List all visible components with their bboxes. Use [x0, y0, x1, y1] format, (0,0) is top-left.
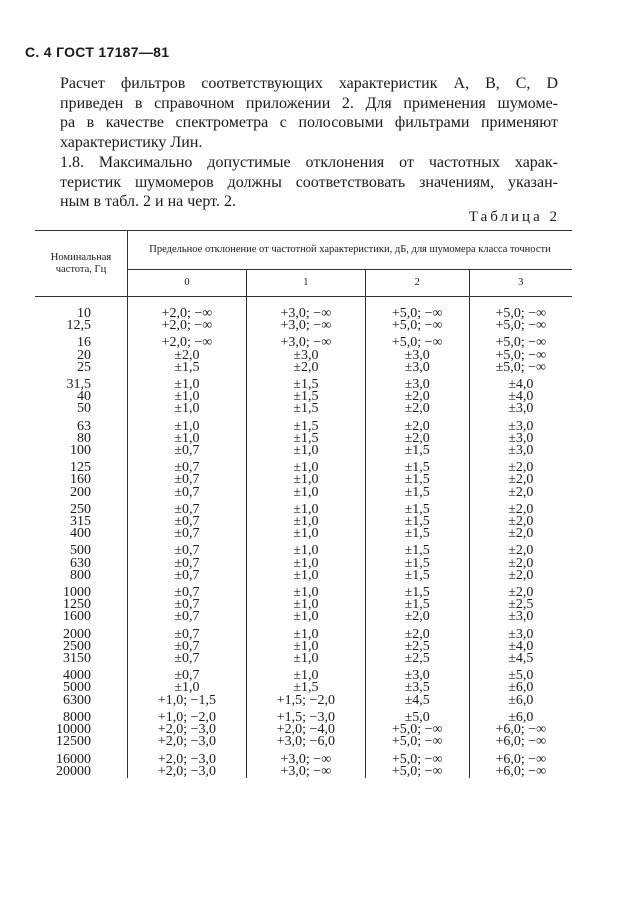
deviation-cell-class-3: ±6,0: [508, 680, 534, 696]
paragraph-filters: [60, 74, 558, 152]
deviation-cell-class-1: ±1,0: [246, 462, 365, 474]
deviation-cell-class-3: +6,0; −∞: [495, 751, 547, 767]
deviation-cell-class-3: ±4,0: [508, 638, 534, 654]
deviation-cell-class-0: ±1,0: [128, 379, 247, 391]
deviation-cell-class-1: ±1,5: [246, 379, 365, 391]
deviation-cell-class-1: ±1,5: [246, 391, 365, 403]
table-row: [35, 487, 572, 499]
table-row: [35, 570, 572, 582]
frequency-cell: 4000: [35, 670, 128, 682]
deviation-cell-class-0: ±0,7: [128, 653, 247, 665]
frequency-cell: 400: [35, 528, 128, 540]
table-row: [35, 653, 572, 665]
deviation-cell-class-1: ±1,0: [246, 611, 365, 623]
table-row: [35, 528, 572, 540]
frequency-cell: 12500: [35, 736, 128, 748]
column-header-class-1: 1: [246, 270, 365, 297]
table-row: [35, 320, 572, 332]
deviation-cell-class-3: ±2,0: [508, 460, 534, 476]
frequency-cell: 800: [35, 570, 128, 582]
frequency-cell: 31,5: [35, 379, 128, 391]
deviation-cell-class-1: ±1,0: [246, 670, 365, 682]
frequency-cell: 1250: [35, 599, 128, 611]
deviation-cell-class-1: +3,0; −∞: [246, 337, 365, 349]
deviation-cell-class-2: +5,0; −∞: [365, 736, 469, 748]
frequency-cell: 1600: [35, 611, 128, 623]
deviation-cell-class-2: ±1,5: [365, 570, 469, 582]
deviation-cell-class-2: ±2,0: [365, 391, 469, 403]
frequency-cell: 6300: [35, 695, 128, 707]
frequency-cell: 125: [35, 462, 128, 474]
deviation-cell-class-2: ±2,0: [365, 403, 469, 415]
deviation-cell-class-0: +2,0; −∞: [128, 308, 247, 320]
deviation-cell-class-0: ±1,0: [128, 391, 247, 403]
deviation-cell-class-3: ±4,0: [508, 377, 534, 393]
deviation-cell-class-3: ±3,0: [508, 418, 534, 434]
deviation-cell-class-1: ±1,5: [246, 421, 365, 433]
deviation-cell-class-3: ±3,0: [508, 626, 534, 642]
deviation-cell-class-1: +1,5; −3,0: [246, 712, 365, 724]
paragraph-deviations: [60, 153, 558, 212]
deviation-cell-class-0: ±0,7: [128, 462, 247, 474]
frequency-cell: 40: [35, 391, 128, 403]
deviation-cell-class-2: ±2,0: [365, 611, 469, 623]
deviation-cell-class-0: ±0,7: [128, 545, 247, 557]
frequency-cell: 630: [35, 558, 128, 570]
deviation-cell-class-3: +6,0; −∞: [495, 722, 547, 738]
deviation-cell-class-3: ±2,0: [508, 514, 534, 530]
deviation-cell-class-3: ±2,0: [508, 501, 534, 517]
frequency-cell: 63: [35, 421, 128, 433]
deviation-cell-class-3: +5,0; −∞: [495, 318, 547, 334]
deviation-cell-class-1: +1,5; −2,0: [246, 695, 365, 707]
table-caption: Таблица 2: [468, 209, 560, 225]
table-row: [35, 611, 572, 623]
deviation-cell-class-1: ±1,0: [246, 528, 365, 540]
table-row: [35, 403, 572, 415]
deviation-cell-class-1: ±1,0: [246, 504, 365, 516]
deviation-cell-class-2: ±1,5: [365, 528, 469, 540]
frequency-cell: 8000: [35, 712, 128, 724]
paragraph-line: 1.8. Максимально допустимые отклонения от частотных харак-: [60, 154, 558, 171]
paragraph-line: теристик шумомеров должны соответствовать значениям, указан-: [60, 173, 558, 191]
deviation-cell-class-0: ±0,7: [128, 629, 247, 641]
deviation-cell-class-0: ±0,7: [128, 558, 247, 570]
deviation-cell-class-3: ±6,0: [508, 709, 534, 725]
deviation-cell-class-0: +2,0; −3,0: [128, 766, 247, 778]
deviation-cell-class-3: ±2,5: [508, 597, 534, 613]
frequency-cell: 2500: [35, 641, 128, 653]
deviation-cell-class-0: ±0,7: [128, 474, 247, 486]
deviation-cell-class-2: ±1,5: [365, 599, 469, 611]
deviation-cell-class-3: ±2,0: [508, 484, 534, 500]
deviation-cell-class-2: +5,0; −∞: [365, 320, 469, 332]
deviation-cell-class-0: +2,0; −3,0: [128, 736, 247, 748]
deviation-cell-class-1: +3,0; −∞: [246, 754, 365, 766]
deviation-cell-class-0: ±0,7: [128, 487, 247, 499]
table-row: [35, 736, 572, 748]
deviation-cell-class-3: ±3,0: [508, 609, 534, 625]
deviation-cell-class-3: ±2,0: [508, 543, 534, 559]
deviation-cell-class-0: ±0,7: [128, 641, 247, 653]
deviation-cell-class-3: ±4,0: [508, 389, 534, 405]
frequency-cell: 25: [35, 362, 128, 374]
deviation-cell-class-1: ±1,5: [246, 433, 365, 445]
deviation-cell-class-0: ±0,7: [128, 611, 247, 623]
deviation-cell-class-2: ±3,0: [365, 362, 469, 374]
frequency-cell: 10000: [35, 724, 128, 736]
deviation-cell-class-0: +1,0; −2,0: [128, 712, 247, 724]
deviation-cell-class-3: ±3,0: [508, 443, 534, 459]
deviation-cell-class-3: ±6,0: [508, 692, 534, 708]
deviation-cell-class-0: ±0,7: [128, 528, 247, 540]
deviation-cell-class-1: ±1,0: [246, 570, 365, 582]
deviation-cell-class-1: ±1,0: [246, 487, 365, 499]
frequency-cell: 20000: [35, 766, 128, 778]
deviation-cell-class-2: ±1,5: [365, 504, 469, 516]
column-header-class-2: 2: [365, 270, 469, 297]
frequency-cell: 160: [35, 474, 128, 486]
deviation-cell-class-0: ±0,7: [128, 599, 247, 611]
deviation-cell-class-2: ±3,0: [365, 350, 469, 362]
frequency-cell: 200: [35, 487, 128, 499]
frequency-cell: 80: [35, 433, 128, 445]
deviation-cell-class-0: +2,0; −3,0: [128, 724, 247, 736]
frequency-cell: 12,5: [35, 320, 128, 332]
frequency-cell: 50: [35, 403, 128, 415]
deviation-cell-class-3: ±3,0: [508, 401, 534, 417]
column-header-nominal-frequency: Номинальная частота, Гц: [35, 231, 128, 297]
table-row: [35, 445, 572, 457]
frequency-cell: 10: [35, 308, 128, 320]
deviation-cell-class-2: +5,0; −∞: [365, 724, 469, 736]
deviation-cell-class-3: +5,0; −∞: [495, 335, 547, 351]
paragraph-line: ра в качестве спектрометра с полосовыми фильтрами применяют: [60, 114, 558, 131]
deviation-cell-class-1: ±1,0: [246, 445, 365, 457]
column-header-class-0: 0: [128, 270, 247, 297]
deviation-cell-class-3: ±2,0: [508, 526, 534, 542]
deviation-cell-class-0: ±0,7: [128, 445, 247, 457]
frequency-cell: 100: [35, 445, 128, 457]
deviation-cell-class-2: +5,0; −∞: [365, 754, 469, 766]
deviation-cell-class-2: ±1,5: [365, 462, 469, 474]
deviation-cell-class-0: ±0,7: [128, 504, 247, 516]
deviation-cell-class-1: +2,0; −4,0: [246, 724, 365, 736]
deviation-cell-class-3: ±2,0: [508, 555, 534, 571]
frequency-cell: 16: [35, 337, 128, 349]
deviation-cell-class-1: +3,0; −∞: [246, 766, 365, 778]
deviation-cell-class-2: +5,0; −∞: [365, 766, 469, 778]
deviation-table: [35, 230, 572, 778]
deviation-cell-class-1: ±1,0: [246, 587, 365, 599]
deviation-cell-class-2: ±1,5: [365, 545, 469, 557]
deviation-cell-class-1: ±1,0: [246, 629, 365, 641]
deviation-cell-class-3: +6,0; −∞: [495, 734, 547, 750]
deviation-cell-class-2: ±5,0: [365, 712, 469, 724]
frequency-cell: 500: [35, 545, 128, 557]
deviation-cell-class-2: ±1,5: [365, 474, 469, 486]
deviation-cell-class-1: +3,0; −∞: [246, 308, 365, 320]
table-row: [35, 362, 572, 374]
deviation-cell-class-3: +6,0; −∞: [495, 763, 547, 779]
paragraph-line: Расчет фильтров соответствующих характеристик А, В, С, D: [60, 75, 558, 92]
deviation-cell-class-1: ±1,5: [246, 403, 365, 415]
deviation-cell-class-0: ±1,5: [128, 362, 247, 374]
deviation-cell-class-2: ±2,0: [365, 629, 469, 641]
deviation-cell-class-0: ±1,0: [128, 682, 247, 694]
frequency-cell: 16000: [35, 754, 128, 766]
deviation-cell-class-2: ±3,5: [365, 682, 469, 694]
frequency-cell: 3150: [35, 653, 128, 665]
deviation-cell-class-2: +5,0; −∞: [365, 337, 469, 349]
deviation-cell-class-0: +1,0; −1,5: [128, 695, 247, 707]
deviation-cell-class-1: ±2,0: [246, 362, 365, 374]
column-header-deviation-group: Предельное отклонение от частотной характеристики, дБ, для шумомера класса точности: [128, 231, 573, 270]
deviation-cell-class-2: ±1,5: [365, 516, 469, 528]
deviation-cell-class-1: ±1,0: [246, 516, 365, 528]
deviation-cell-class-3: ±4,5: [508, 651, 534, 667]
deviation-cell-class-0: ±0,7: [128, 516, 247, 528]
deviation-cell-class-0: +2,0; −3,0: [128, 754, 247, 766]
deviation-cell-class-0: ±2,0: [128, 350, 247, 362]
deviation-cell-class-2: ±2,5: [365, 653, 469, 665]
deviation-cell-class-0: ±1,0: [128, 403, 247, 415]
paragraph-line: ным в табл. 2 и на черт. 2.: [60, 193, 236, 210]
paragraph-line: характеристику Лин.: [60, 133, 203, 151]
frequency-cell: 2000: [35, 629, 128, 641]
deviation-cell-class-1: ±3,0: [246, 350, 365, 362]
deviation-cell-class-1: ±1,0: [246, 474, 365, 486]
deviation-cell-class-2: +5,0; −∞: [365, 308, 469, 320]
frequency-cell: 315: [35, 516, 128, 528]
deviation-cell-class-1: +3,0; −6,0: [246, 736, 365, 748]
table-row: [35, 695, 572, 707]
frequency-cell: 250: [35, 504, 128, 516]
deviation-cell-class-3: ±5,0; −∞: [495, 359, 547, 375]
frequency-cell: 5000: [35, 682, 128, 694]
paragraph-line: приведен в справочном приложении 2. Для применения шумоме-: [60, 94, 558, 112]
deviation-cell-class-1: ±1,0: [246, 558, 365, 570]
deviation-cell-class-2: ±2,0: [365, 433, 469, 445]
deviation-cell-class-3: ±2,0: [508, 585, 534, 601]
deviation-cell-class-3: ±2,0: [508, 472, 534, 488]
deviation-cell-class-3: ±5,0: [508, 668, 534, 684]
deviation-cell-class-3: ±3,0: [508, 430, 534, 446]
deviation-cell-class-3: +5,0; −∞: [495, 347, 547, 363]
deviation-cell-class-2: ±1,5: [365, 587, 469, 599]
frequency-cell: 20: [35, 350, 128, 362]
deviation-cell-class-0: ±0,7: [128, 670, 247, 682]
deviation-cell-class-2: ±1,5: [365, 487, 469, 499]
deviation-cell-class-0: ±1,0: [128, 421, 247, 433]
column-header-class-3: 3: [469, 270, 572, 297]
deviation-cell-class-0: +2,0; −∞: [128, 337, 247, 349]
deviation-cell-class-0: ±1,0: [128, 433, 247, 445]
deviation-cell-class-2: ±1,5: [365, 558, 469, 570]
deviation-cell-class-3: +5,0; −∞: [495, 306, 547, 321]
deviation-cell-class-1: ±1,0: [246, 545, 365, 557]
table-row: [35, 766, 572, 778]
deviation-cell-class-0: ±0,7: [128, 570, 247, 582]
deviation-cell-class-0: +2,0; −∞: [128, 320, 247, 332]
page-header: С. 4 ГОСТ 17187—81: [25, 44, 170, 60]
deviation-cell-class-2: ±1,5: [365, 445, 469, 457]
deviation-cell-class-1: ±1,0: [246, 653, 365, 665]
deviation-cell-class-2: ±4,5: [365, 695, 469, 707]
deviation-cell-class-2: ±3,0: [365, 670, 469, 682]
deviation-cell-class-2: ±2,5: [365, 641, 469, 653]
deviation-cell-class-1: ±1,0: [246, 599, 365, 611]
deviation-cell-class-1: +3,0; −∞: [246, 320, 365, 332]
deviation-cell-class-2: ±3,0: [365, 379, 469, 391]
deviation-cell-class-3: ±2,0: [508, 567, 534, 583]
deviation-cell-class-2: ±2,0: [365, 421, 469, 433]
frequency-cell: 1000: [35, 587, 128, 599]
deviation-cell-class-1: ±1,5: [246, 682, 365, 694]
deviation-cell-class-0: ±0,7: [128, 587, 247, 599]
deviation-cell-class-1: ±1,0: [246, 641, 365, 653]
